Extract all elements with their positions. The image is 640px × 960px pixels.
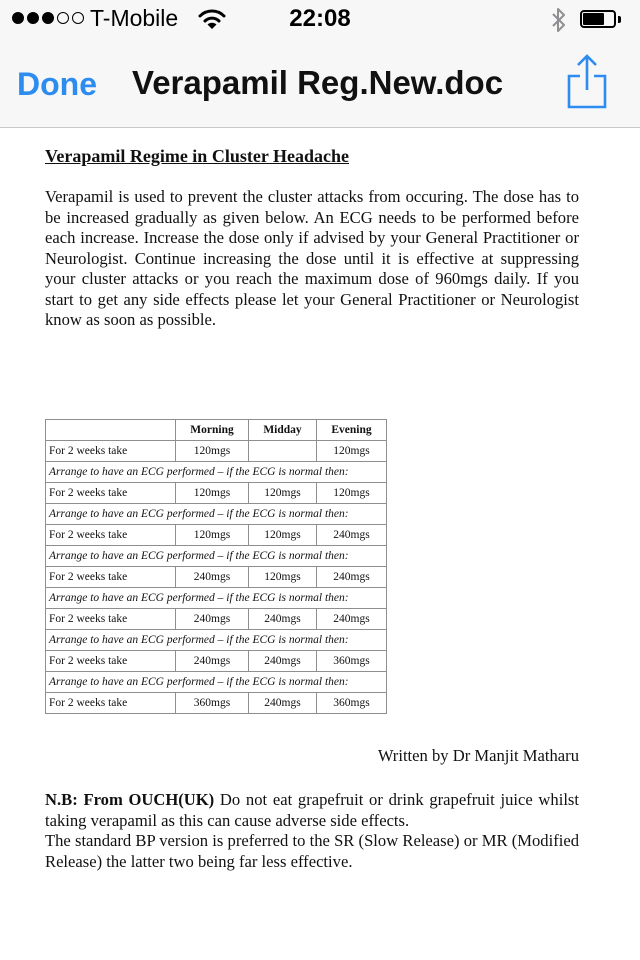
dose-row	[46, 567, 387, 588]
dose-row	[46, 525, 387, 546]
morning-dose: 360mgs	[176, 693, 249, 714]
morning-dose: 120mgs	[176, 441, 249, 462]
battery-icon	[580, 10, 624, 30]
evening-dose: 360mgs	[317, 651, 387, 672]
midday-dose: 240mgs	[249, 609, 317, 630]
status-time: 22:08	[289, 5, 351, 32]
header-empty	[46, 420, 176, 441]
table-header-row	[46, 420, 387, 441]
nb-label: N.B: From OUCH(UK)	[45, 790, 215, 809]
dose-label: For 2 weeks take	[46, 567, 176, 588]
morning-dose: 120mgs	[176, 483, 249, 504]
nb-text: Do not eat grapefruit or drink grapefruit juice whilst taking verapamil as this can cause adverse side effects.	[45, 790, 579, 830]
evening-dose: 240mgs	[317, 525, 387, 546]
header-morning: Morning	[176, 420, 249, 441]
morning-dose: 240mgs	[176, 651, 249, 672]
dose-label: For 2 weeks take	[46, 609, 176, 630]
ecg-note: Arrange to have an ECG performed – if the ECG is normal then:	[46, 546, 387, 567]
midday-dose: 120mgs	[249, 567, 317, 588]
grapefruit-note	[45, 790, 579, 831]
midday-dose: 240mgs	[249, 651, 317, 672]
ecg-note-row	[46, 630, 387, 651]
carrier-name: T-Mobile	[90, 5, 179, 31]
ecg-note-row	[46, 672, 387, 693]
dose-row	[46, 609, 387, 630]
midday-dose: 120mgs	[249, 525, 317, 546]
ecg-note: Arrange to have an ECG performed – if the ECG is normal then:	[46, 462, 387, 483]
evening-dose: 240mgs	[317, 609, 387, 630]
document-heading: Verapamil Regime in Cluster Headache	[45, 146, 349, 166]
morning-dose: 120mgs	[176, 525, 249, 546]
status-bar	[0, 0, 640, 40]
ecg-note-row	[46, 588, 387, 609]
header-evening: Evening	[317, 420, 387, 441]
evening-dose: 240mgs	[317, 567, 387, 588]
ecg-note: Arrange to have an ECG performed – if the ECG is normal then:	[46, 672, 387, 693]
document-title: Verapamil Reg.New.doc	[132, 64, 504, 101]
morning-dose: 240mgs	[176, 609, 249, 630]
share-icon[interactable]	[566, 52, 608, 110]
dose-row	[46, 483, 387, 504]
dose-label: For 2 weeks take	[46, 693, 176, 714]
morning-dose: 240mgs	[176, 567, 249, 588]
intro-paragraph: Verapamil is used to prevent the cluster attacks from occuring. The dose has to be increased gradually as given below. An ECG needs to be performed before each increase. Increase the dose only if advised by your General Practitioner or Neurologist. Continue increasing the dose until it is effective at suppressing your cluster attacks or you reach the maximum dose of 960mgs daily. If you start to get any side effects please let your General Practitioner or Neurologist know as soon as possible.	[45, 187, 579, 329]
bp-version-note: The standard BP version is preferred to the SR (Slow Release) or MR (Modified Release) the latter two being far less effective.	[45, 831, 579, 871]
navigation-bar	[0, 40, 640, 128]
ecg-note-row	[46, 462, 387, 483]
dose-row	[46, 693, 387, 714]
ecg-note: Arrange to have an ECG performed – if the ECG is normal then:	[46, 588, 387, 609]
ecg-note: Arrange to have an ECG performed – if the ECG is normal then:	[46, 630, 387, 651]
ecg-note-row	[46, 504, 387, 525]
dose-row	[46, 441, 387, 462]
bluetooth-icon	[550, 6, 568, 34]
midday-dose: 120mgs	[249, 483, 317, 504]
ecg-note: Arrange to have an ECG performed – if the ECG is normal then:	[46, 504, 387, 525]
midday-dose	[249, 441, 317, 462]
notes-section	[45, 790, 579, 872]
header-midday: Midday	[249, 420, 317, 441]
done-button[interactable]: Done	[17, 66, 97, 102]
evening-dose: 360mgs	[317, 693, 387, 714]
evening-dose: 120mgs	[317, 441, 387, 462]
dose-label: For 2 weeks take	[46, 651, 176, 672]
evening-dose: 120mgs	[317, 483, 387, 504]
ecg-note-row	[46, 546, 387, 567]
dose-row	[46, 651, 387, 672]
dose-schedule-table	[45, 419, 387, 714]
dose-label: For 2 weeks take	[46, 441, 176, 462]
midday-dose: 240mgs	[249, 693, 317, 714]
document-body	[45, 145, 579, 331]
dose-label: For 2 weeks take	[46, 483, 176, 504]
author-credit: Written by Dr Manjit Matharu	[377, 746, 579, 765]
dose-label: For 2 weeks take	[46, 525, 176, 546]
